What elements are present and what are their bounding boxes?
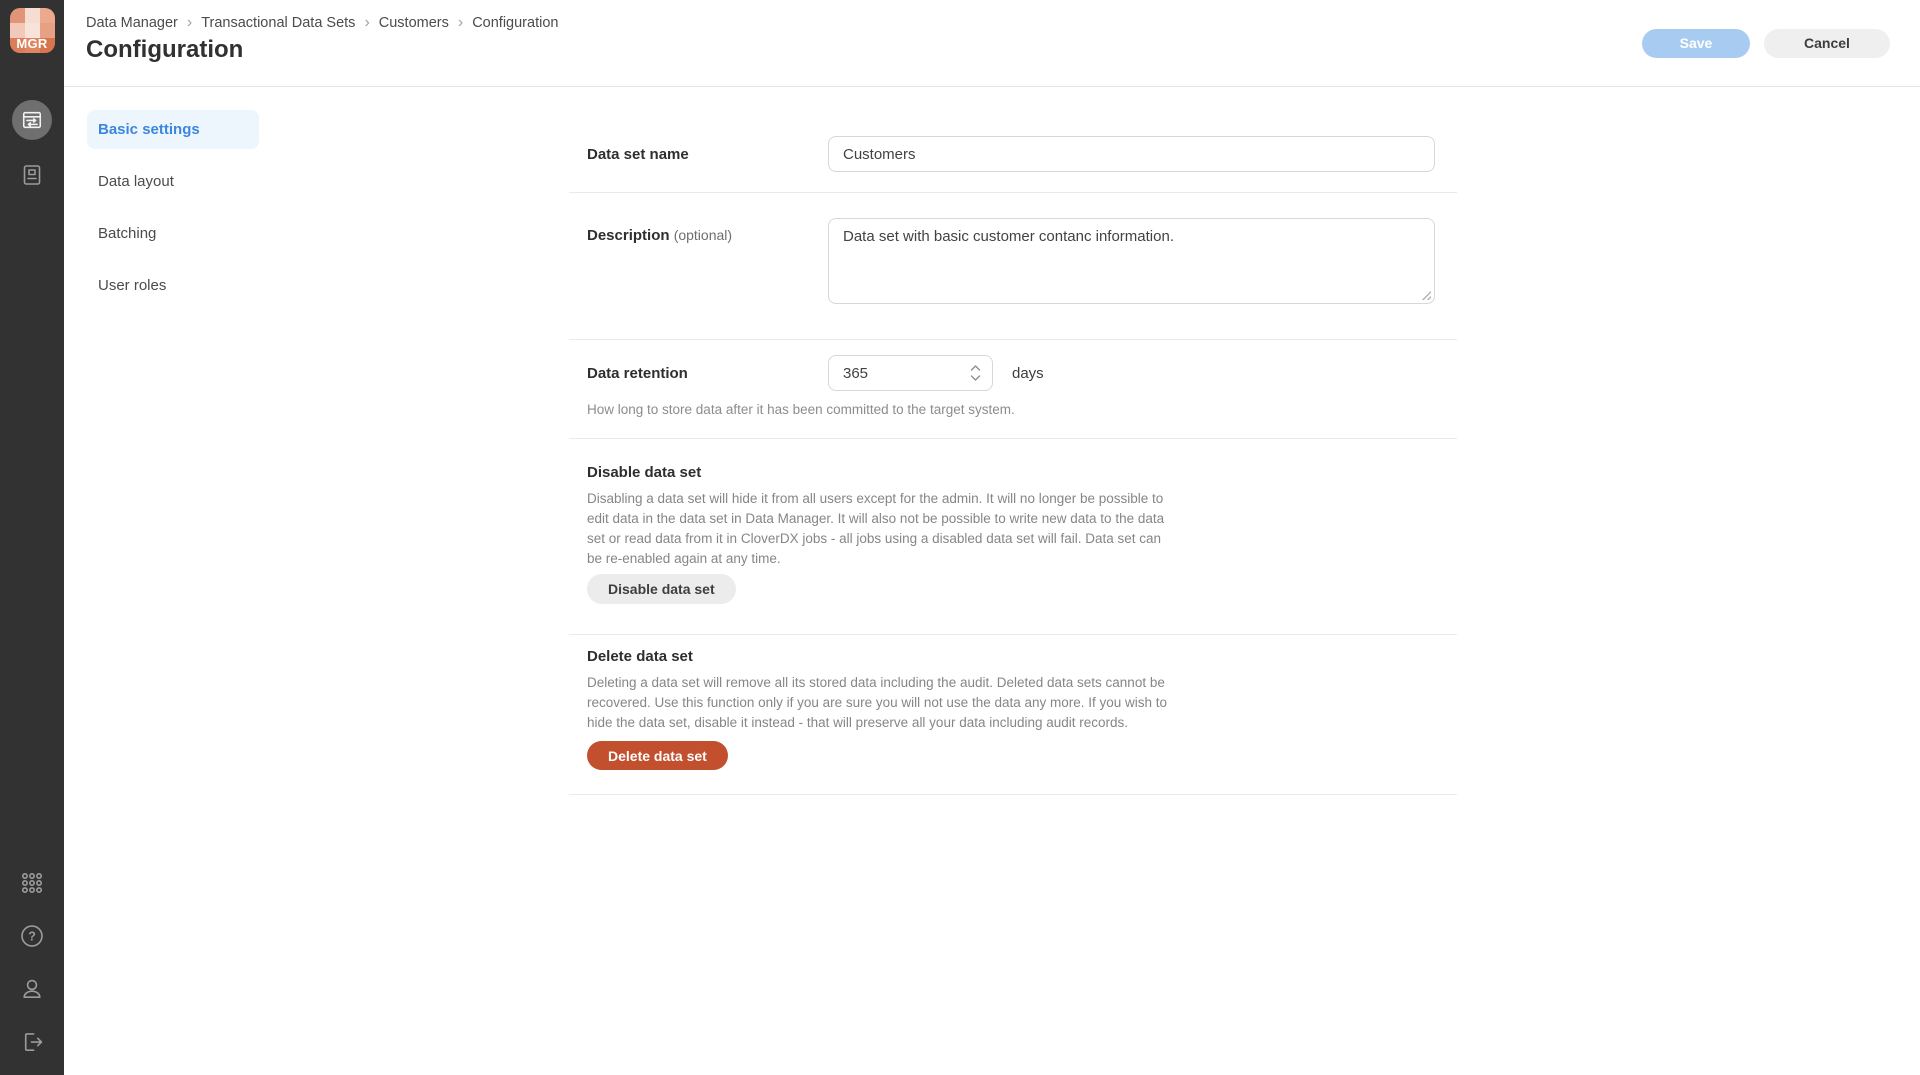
breadcrumb-data-manager[interactable]: Data Manager [86, 15, 178, 31]
retention-helper-text: How long to store data after it has been committed to the target system. [587, 402, 1015, 417]
disable-section-title: Disable data set [587, 464, 702, 481]
delete-data-set-button[interactable]: Delete data set [587, 741, 728, 770]
data-retention-input[interactable] [828, 355, 993, 391]
optional-hint: (optional) [673, 227, 733, 243]
data-sets-icon[interactable] [12, 100, 52, 140]
logout-icon[interactable] [19, 1029, 45, 1055]
retention-unit-label: days [1012, 364, 1044, 382]
disable-data-set-section [569, 439, 1457, 635]
app-logo[interactable] [10, 8, 55, 53]
save-button[interactable]: Save [1642, 29, 1750, 58]
app-rail [0, 0, 64, 1075]
description-label: Description (optional) [587, 227, 733, 244]
breadcrumb-configuration: Configuration [472, 15, 559, 31]
number-stepper [970, 365, 981, 382]
chevron-right-icon: › [457, 14, 464, 31]
breadcrumb-customers[interactable]: Customers [378, 15, 449, 31]
subnav-item-user-roles[interactable]: User roles [98, 277, 167, 294]
settings-subnav [87, 110, 259, 318]
basic-settings-form [569, 87, 1457, 795]
logo-text: MGR [16, 36, 48, 51]
description-textarea[interactable] [828, 218, 1435, 304]
main-area [64, 0, 1920, 1075]
chevron-right-icon: › [186, 14, 193, 31]
user-icon[interactable] [19, 976, 45, 1002]
page-title: Configuration [86, 36, 244, 63]
content-area [64, 87, 1920, 1075]
breadcrumb [86, 15, 558, 31]
cancel-button[interactable]: Cancel [1764, 29, 1890, 58]
delete-section-title: Delete data set [587, 648, 693, 665]
stepper-up-icon[interactable] [970, 365, 981, 372]
apps-grid-icon[interactable] [19, 870, 45, 896]
data-set-name-input[interactable] [828, 136, 1435, 172]
disable-data-set-button[interactable]: Disable data set [587, 574, 736, 604]
help-icon[interactable] [19, 923, 45, 949]
description-row [569, 193, 1457, 340]
data-retention-label: Data retention [587, 364, 688, 382]
stepper-down-icon[interactable] [970, 375, 981, 382]
audit-log-icon[interactable] [19, 162, 45, 188]
data-set-name-label: Data set name [587, 145, 689, 163]
subnav-item-data-layout[interactable]: Data layout [98, 173, 174, 190]
delete-section-description: Deleting a data set will remove all its stored data including the audit. Deleted data sets cannot be recovered. Use this function only if you are sure you will not use the data any more. If you wish to hide the data set, disable it instead - that will preserve all your data including audit records. [587, 675, 1168, 730]
data-set-name-row [569, 87, 1457, 193]
breadcrumb-transactional-data-sets[interactable]: Transactional Data Sets [201, 15, 356, 31]
svg-text:?: ? [28, 929, 36, 944]
subnav-item-batching[interactable]: Batching [98, 225, 157, 242]
page-header [64, 0, 1920, 87]
subnav-item-basic-settings[interactable]: Basic settings [87, 110, 259, 149]
disable-section-description: Disabling a data set will hide it from all users except for the admin. It will no longer be possible to edit data in the data set in Data Manager. It will also not be possible to write new data to the data set or read data from it in CloverDX jobs - all jobs using a disabled data set will fail. Data set can be re-enabled again at any time. [587, 491, 1165, 566]
delete-data-set-section [569, 635, 1457, 795]
data-retention-row [569, 340, 1457, 439]
chevron-right-icon: › [364, 14, 370, 31]
